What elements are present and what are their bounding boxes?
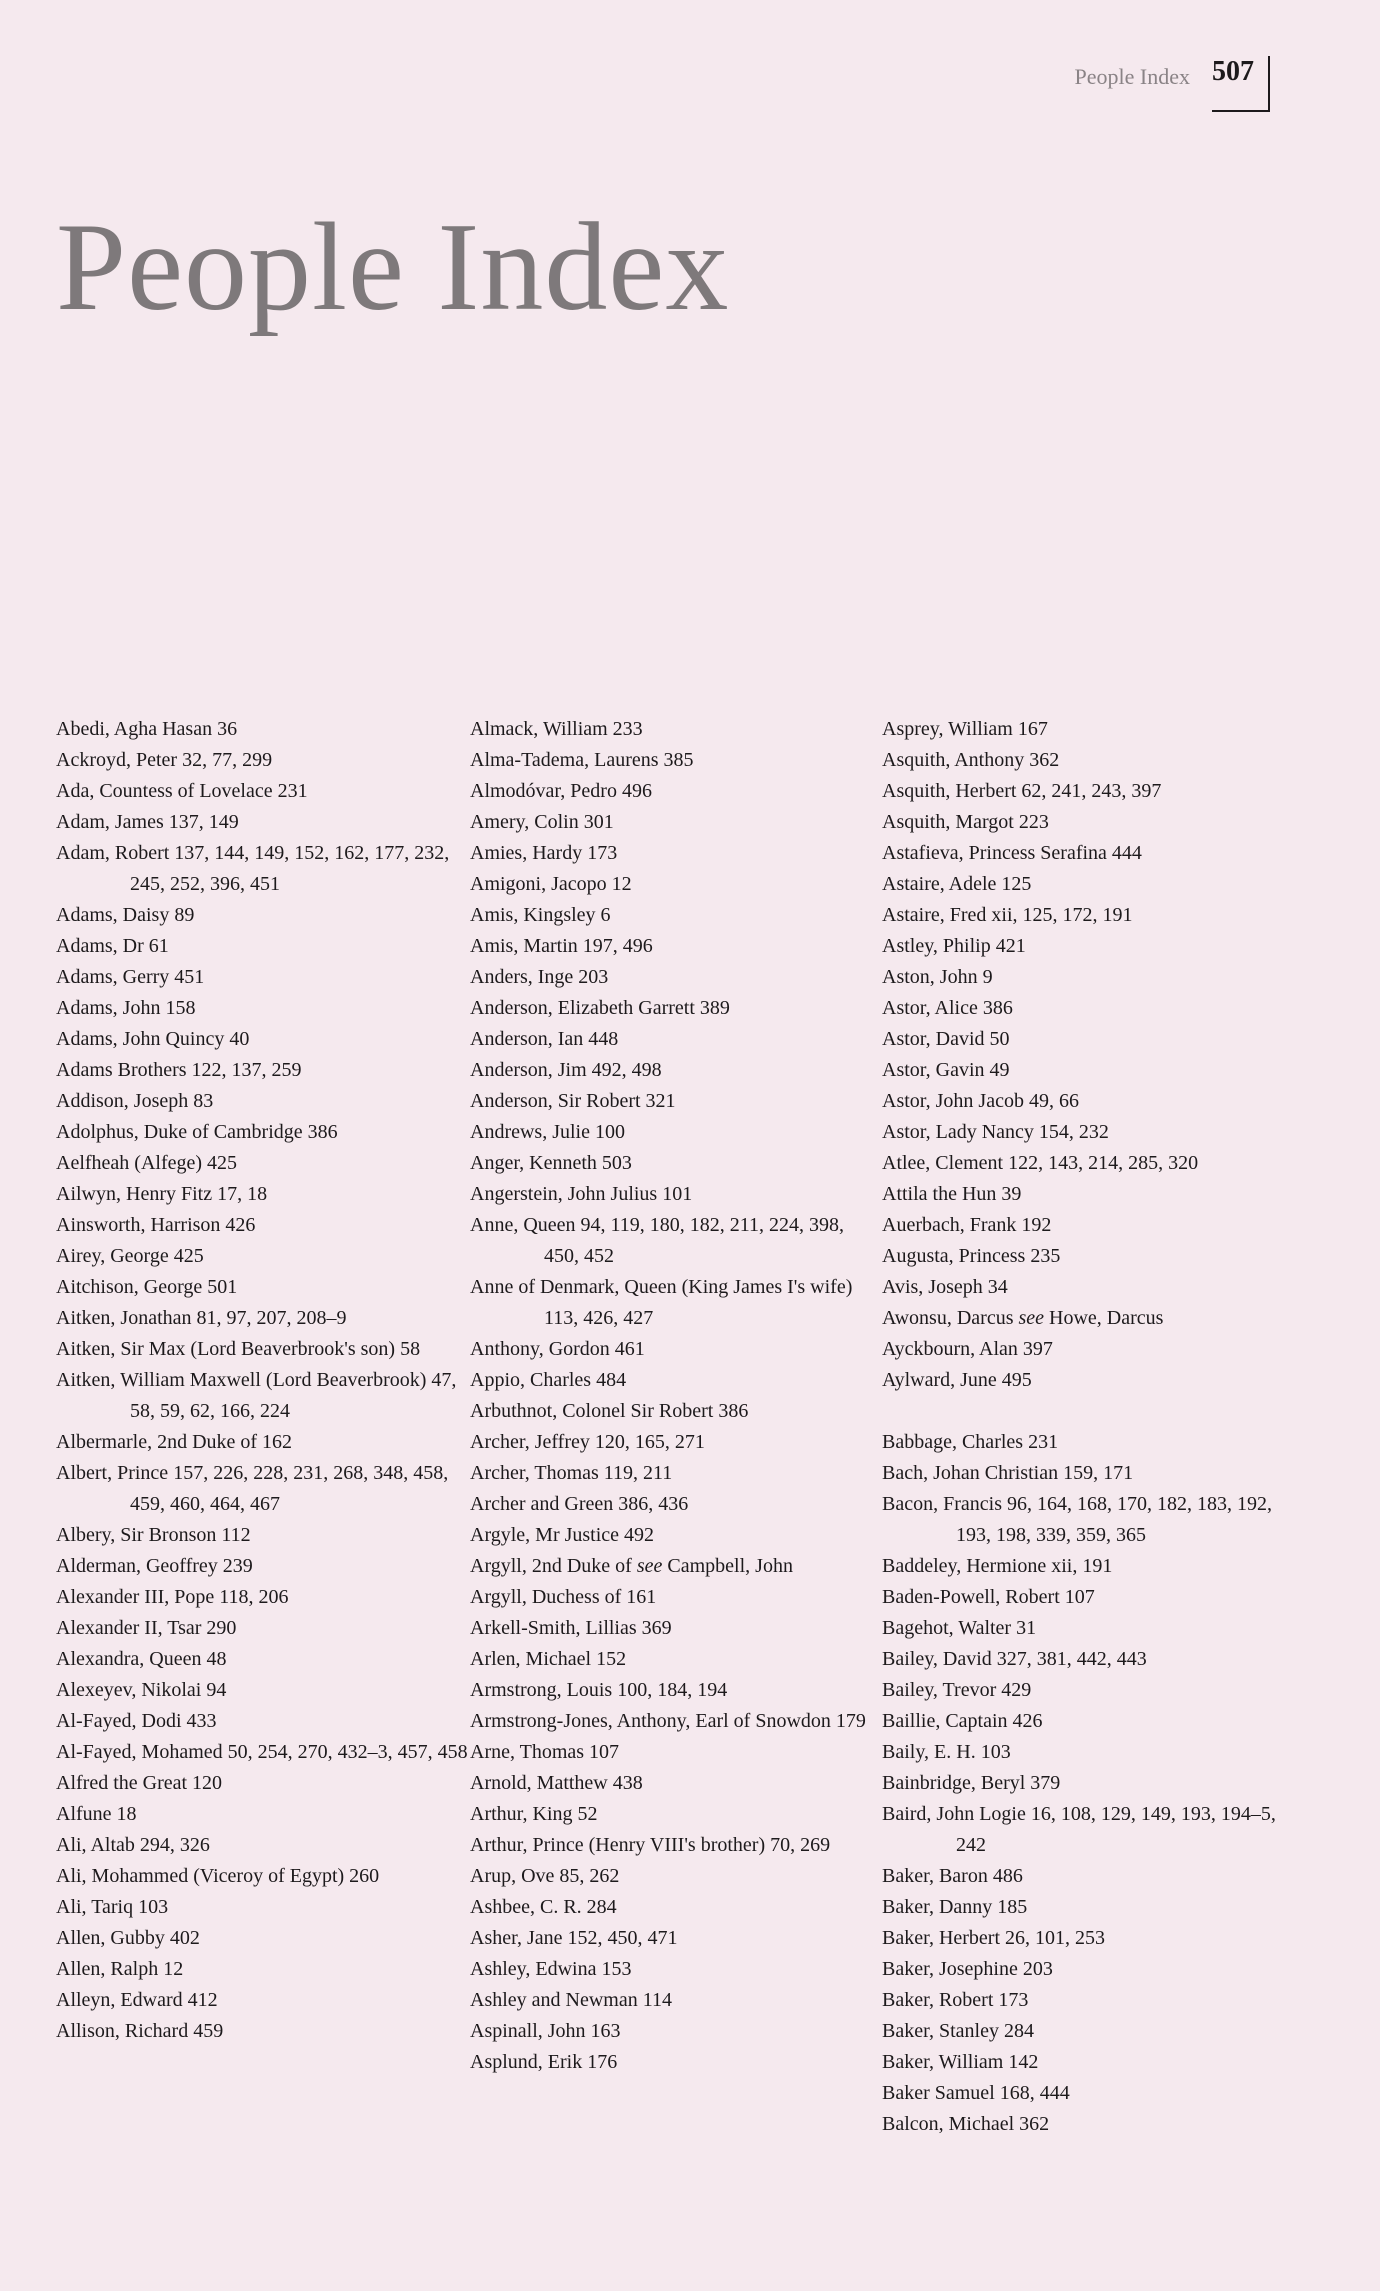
- index-entry: Ashley and Newman 114: [470, 1989, 672, 2011]
- index-entry: Amies, Hardy 173: [470, 842, 618, 864]
- index-entry: Aitken, William Maxwell (Lord Beaverbrook) 47, 58, 59, 62, 166, 224: [56, 1369, 457, 1422]
- index-entry: Anne, Queen 94, 119, 180, 182, 211, 224, 398, 450, 452: [470, 1214, 845, 1267]
- index-entry: Ali, Altab 294, 326: [56, 1834, 210, 1856]
- running-head-section: People Index: [1074, 64, 1190, 89]
- index-entry: Asquith, Anthony 362: [882, 749, 1060, 771]
- index-entry: Baird, John Logie 16, 108, 129, 149, 193, 194–5, 242: [882, 1803, 1276, 1856]
- index-columns: [56, 714, 1306, 2140]
- running-head: [1075, 56, 1270, 112]
- index-entry: Addison, Joseph 83: [56, 1090, 214, 1112]
- index-entry: Bailey, Trevor 429: [882, 1679, 1032, 1701]
- index-entry: Asher, Jane 152, 450, 471: [470, 1927, 678, 1949]
- index-entry: Auerbach, Frank 192: [882, 1214, 1052, 1236]
- index-entry: Allen, Ralph 12: [56, 1958, 184, 1980]
- index-entry: Balcon, Michael 362: [882, 2113, 1050, 2135]
- index-entry: Baillie, Captain 426: [882, 1710, 1043, 1732]
- index-entry: Amery, Colin 301: [470, 811, 614, 833]
- index-entry: Ayckbourn, Alan 397: [882, 1338, 1053, 1360]
- index-entry: Almodóvar, Pedro 496: [470, 780, 652, 802]
- index-entry: Alexandra, Queen 48: [56, 1648, 227, 1670]
- index-entry: Baker, Baron 486: [882, 1865, 1023, 1887]
- index-entry: Argyle, Mr Justice 492: [470, 1524, 655, 1546]
- index-entry: Baden-Powell, Robert 107: [882, 1586, 1095, 1608]
- index-entry: Aston, John 9: [882, 966, 993, 988]
- index-entry: Baker Samuel 168, 444: [882, 2082, 1070, 2104]
- index-entry: Baker, Danny 185: [882, 1896, 1028, 1918]
- index-entry: Andrews, Julie 100: [470, 1121, 625, 1143]
- index-entry: Adolphus, Duke of Cambridge 386: [56, 1121, 338, 1143]
- index-entry: Augusta, Princess 235: [882, 1245, 1061, 1267]
- see-reference: see: [636, 1555, 663, 1577]
- index-entry: Alexander II, Tsar 290: [56, 1617, 237, 1639]
- index-entry: Astor, Gavin 49: [882, 1059, 1010, 1081]
- index-entry: Babbage, Charles 231: [882, 1431, 1059, 1453]
- index-entry: Astor, Lady Nancy 154, 232: [882, 1121, 1109, 1143]
- index-entry: Archer, Jeffrey 120, 165, 271: [470, 1431, 705, 1453]
- index-entry: Aylward, June 495: [882, 1369, 1032, 1391]
- index-entry: Angerstein, John Julius 101: [470, 1183, 693, 1205]
- index-entry: Ailwyn, Henry Fitz 17, 18: [56, 1183, 268, 1205]
- index-entry: Aitken, Sir Max (Lord Beaverbrook's son) 58: [56, 1338, 421, 1360]
- index-entry: Argyll, Duchess of 161: [470, 1586, 657, 1608]
- index-entry: Albert, Prince 157, 226, 228, 231, 268, 348, 458, 459, 460, 464, 467: [56, 1462, 449, 1515]
- index-entry: Baddeley, Hermione xii, 191: [882, 1555, 1113, 1577]
- index-entry: Anderson, Sir Robert 321: [470, 1090, 676, 1112]
- index-entry: Arlen, Michael 152: [470, 1648, 627, 1670]
- index-entry: Alleyn, Edward 412: [56, 1989, 218, 2011]
- page-title: People Index: [56, 198, 730, 337]
- index-entry: Bacon, Francis 96, 164, 168, 170, 182, 183, 192, 193, 198, 339, 359, 365: [882, 1493, 1272, 1546]
- entry-target: Howe, Darcus: [1044, 1307, 1164, 1329]
- index-entry: Astaire, Fred xii, 125, 172, 191: [882, 904, 1133, 926]
- index-entry: Alexander III, Pope 118, 206: [56, 1586, 289, 1608]
- index-entry: Adams, John Quincy 40: [56, 1028, 250, 1050]
- index-column-2: [470, 714, 882, 2140]
- index-entry: Astaire, Adele 125: [882, 873, 1032, 895]
- index-entry: Anders, Inge 203: [470, 966, 609, 988]
- index-entry: Baker, Josephine 203: [882, 1958, 1053, 1980]
- index-entry: Airey, George 425: [56, 1245, 204, 1267]
- index-entry: Bach, Johan Christian 159, 171: [882, 1462, 1134, 1484]
- index-entry: Astor, Alice 386: [882, 997, 1013, 1019]
- index-entry: Bagehot, Walter 31: [882, 1617, 1037, 1639]
- index-entry: Abedi, Agha Hasan 36: [56, 718, 238, 740]
- index-entry: Albery, Sir Bronson 112: [56, 1524, 251, 1546]
- index-entry: Bainbridge, Beryl 379: [882, 1772, 1061, 1794]
- index-entry: Adam, Robert 137, 144, 149, 152, 162, 177, 232, 245, 252, 396, 451: [56, 842, 450, 895]
- index-entry: Arthur, Prince (Henry VIII's brother) 70, 269: [470, 1834, 831, 1856]
- index-entry: Archer, Thomas 119, 211: [470, 1462, 673, 1484]
- index-entry: Al-Fayed, Dodi 433: [56, 1710, 217, 1732]
- index-entry: Aitchison, George 501: [56, 1276, 238, 1298]
- index-entry: Ashley, Edwina 153: [470, 1958, 632, 1980]
- index-entry: Amigoni, Jacopo 12: [470, 873, 632, 895]
- index-entry: Astor, John Jacob 49, 66: [882, 1090, 1079, 1112]
- entry-name: Argyll, 2nd Duke of: [470, 1555, 637, 1577]
- index-entry: Allen, Gubby 402: [56, 1927, 200, 1949]
- index-entry: Alfune 18: [56, 1803, 137, 1825]
- index-entry: Baker, Robert 173: [882, 1989, 1029, 2011]
- index-entry: Adams, Dr 61: [56, 935, 169, 957]
- see-reference: see: [1018, 1307, 1045, 1329]
- index-entry: Anderson, Elizabeth Garrett 389: [470, 997, 730, 1019]
- index-entry: Allison, Richard 459: [56, 2020, 224, 2042]
- entry-target: Campbell, John: [662, 1555, 793, 1577]
- index-entry: Alfred the Great 120: [56, 1772, 223, 1794]
- index-entry: Alma-Tadema, Laurens 385: [470, 749, 694, 771]
- index-entry: Almack, William 233: [470, 718, 643, 740]
- index-entry: Arup, Ove 85, 262: [470, 1865, 620, 1887]
- index-entry: Asquith, Herbert 62, 241, 243, 397: [882, 780, 1162, 802]
- index-entry: Armstrong-Jones, Anthony, Earl of Snowdon 179: [470, 1710, 866, 1732]
- index-entry: Aspinall, John 163: [470, 2020, 621, 2042]
- index-entry: Arkell-Smith, Lillias 369: [470, 1617, 672, 1639]
- index-entry: Adam, James 137, 149: [56, 811, 239, 833]
- index-entry: Bailey, David 327, 381, 442, 443: [882, 1648, 1147, 1670]
- index-entry: Baker, William 142: [882, 2051, 1039, 2073]
- index-entry: Anger, Kenneth 503: [470, 1152, 632, 1174]
- index-entry: Alexeyev, Nikolai 94: [56, 1679, 227, 1701]
- index-entry: Astor, David 50: [882, 1028, 1010, 1050]
- index-entry: Adams, John 158: [56, 997, 196, 1019]
- index-entry: Adams Brothers 122, 137, 259: [56, 1059, 302, 1081]
- index-column-3: [882, 714, 1294, 2140]
- index-entry: Adams, Gerry 451: [56, 966, 205, 988]
- index-entry: Ashbee, C. R. 284: [470, 1896, 617, 1918]
- index-entry: Adams, Daisy 89: [56, 904, 195, 926]
- index-entry: Baily, E. H. 103: [882, 1741, 1011, 1763]
- index-entry: Asprey, William 167: [882, 718, 1048, 740]
- index-entry: [470, 1551, 882, 1582]
- index-entry: Anne of Denmark, Queen (King James I's wife) 113, 426, 427: [470, 1276, 853, 1329]
- index-entry: Amis, Martin 197, 496: [470, 935, 653, 957]
- index-entry: [882, 1303, 1294, 1334]
- index-entry: Archer and Green 386, 436: [470, 1493, 689, 1515]
- index-entry: Avis, Joseph 34: [882, 1276, 1008, 1298]
- index-entry: Alderman, Geoffrey 239: [56, 1555, 253, 1577]
- index-entry: Astafieva, Princess Serafina 444: [882, 842, 1142, 864]
- index-entry: Aitken, Jonathan 81, 97, 207, 208–9: [56, 1307, 347, 1329]
- index-entry: Arbuthnot, Colonel Sir Robert 386: [470, 1400, 749, 1422]
- index-entry: Asplund, Erik 176: [470, 2051, 618, 2073]
- index-entry: Ackroyd, Peter 32, 77, 299: [56, 749, 273, 771]
- index-entry: Astley, Philip 421: [882, 935, 1026, 957]
- index-entry: Anthony, Gordon 461: [470, 1338, 645, 1360]
- index-entry: Arne, Thomas 107: [470, 1741, 620, 1763]
- index-entry: Asquith, Margot 223: [882, 811, 1049, 833]
- index-column-1: [56, 714, 468, 2140]
- index-entry: Appio, Charles 484: [470, 1369, 627, 1391]
- index-entry: Ainsworth, Harrison 426: [56, 1214, 256, 1236]
- index-entry: Anderson, Ian 448: [470, 1028, 619, 1050]
- index-entry: Albermarle, 2nd Duke of 162: [56, 1431, 293, 1453]
- index-entry: Ali, Tariq 103: [56, 1896, 169, 1918]
- index-entry: Baker, Herbert 26, 101, 253: [882, 1927, 1106, 1949]
- page-number: 507: [1212, 56, 1270, 112]
- index-entry: Anderson, Jim 492, 498: [470, 1059, 662, 1081]
- index-entry: Ali, Mohammed (Viceroy of Egypt) 260: [56, 1865, 380, 1887]
- index-entry: Armstrong, Louis 100, 184, 194: [470, 1679, 728, 1701]
- index-entry: Arnold, Matthew 438: [470, 1772, 643, 1794]
- index-entry: Aelfheah (Alfege) 425: [56, 1152, 238, 1174]
- index-entry: Amis, Kingsley 6: [470, 904, 611, 926]
- index-entry: Atlee, Clement 122, 143, 214, 285, 320: [882, 1152, 1199, 1174]
- index-entry: Al-Fayed, Mohamed 50, 254, 270, 432–3, 457, 458: [56, 1741, 468, 1763]
- index-entry: Baker, Stanley 284: [882, 2020, 1034, 2042]
- index-entry: Arthur, King 52: [470, 1803, 598, 1825]
- entry-name: Awonsu, Darcus: [882, 1307, 1019, 1329]
- index-entry: Attila the Hun 39: [882, 1183, 1022, 1205]
- index-entry: Ada, Countess of Lovelace 231: [56, 780, 308, 802]
